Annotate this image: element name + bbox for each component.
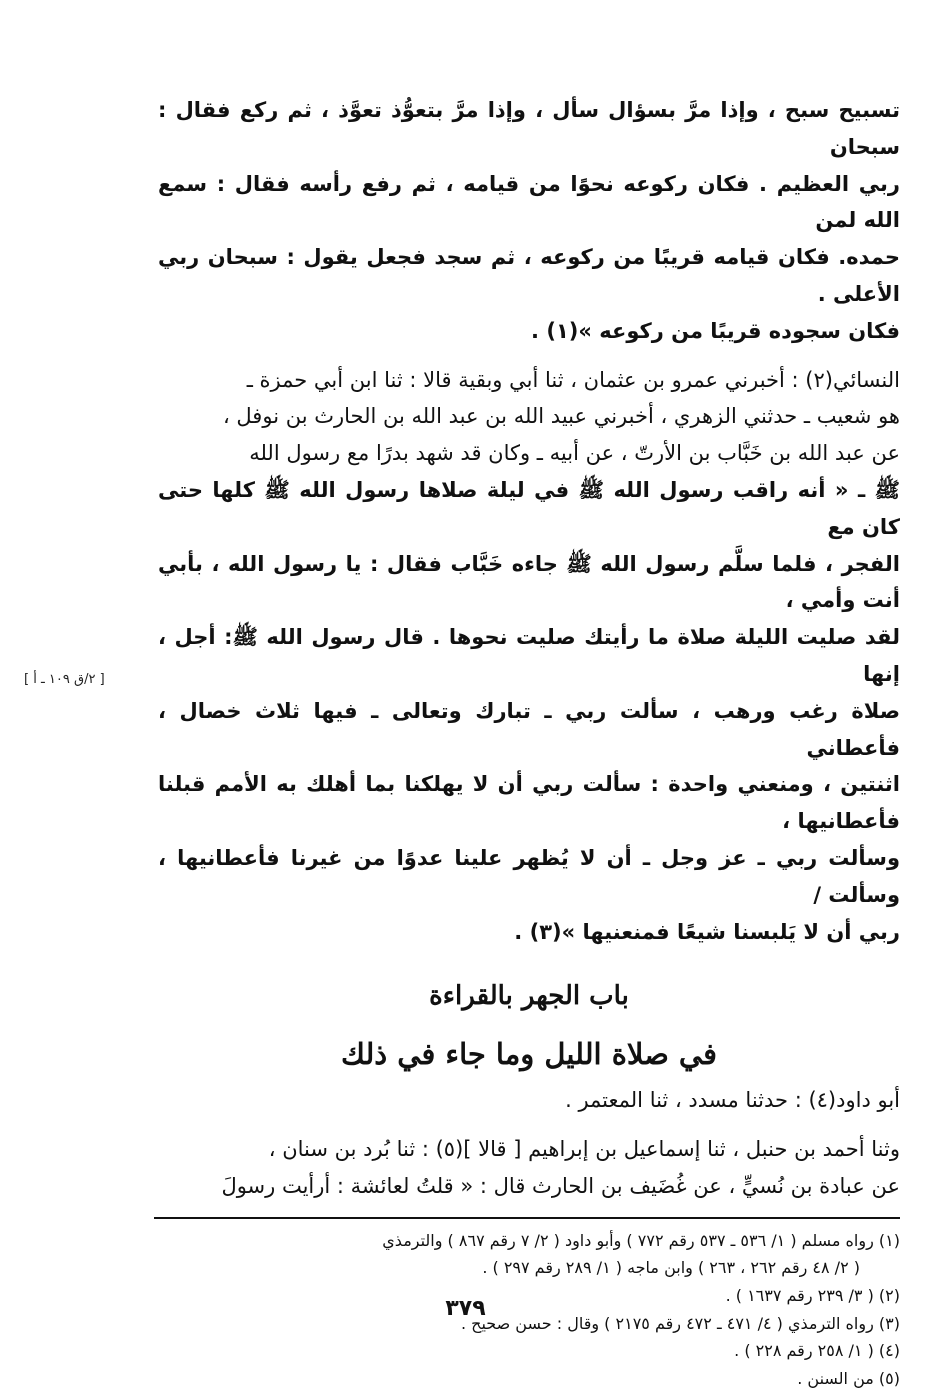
text-line: عن عبادة بن نُسيٍّ ، عن غُضَيف بن الحارث قال : « قلتُ لعائشة : أرأيت رسولَ [221,1173,900,1198]
text-line: اثنتين ، ومنعني واحدة : سألت ربي أن لا يهلكنا بما أهلك به الأمم قبلنا فأعطانيها ، [158,772,900,834]
text-line: هو شعيب ـ حدثني الزهري ، أخبرني عبيد الله بن عبد الله بن الحارث بن نوفل ، [222,404,900,429]
paragraph-2 [158,362,900,951]
manuscript-folio-note: [ ٢/ق ١٠٩ ـ أ ] [24,672,105,687]
footnote-line: (٤) ( ١/ ٢٥٨ رقم ٢٢٨ ) . [734,1341,900,1361]
text-line: حمده. فكان قيامه قريبًا من ركوعه ، ثم سجد فجعل يقول : سبحان ربي الأعلى . [158,245,900,306]
text-line: فكان سجوده قريبًا من ركوعه »(١) . [531,318,900,343]
text-line: ﷺ ـ « أنه راقب رسول الله ﷺ في ليلة صلاها رسول الله ﷺ كلها حتى كان مع [158,477,900,539]
paragraph-3 [158,1082,900,1119]
text-line: لقد صليت الليلة صلاة ما رأيتك صليت نحوها . قال رسول الله ﷺ: أجل ، إنها [158,625,900,686]
chapter-heading: باب الجهر بالقراءة [429,981,629,1012]
text-line: وسألت ربي ـ عز وجل ـ أن لا يُظهر علينا عدوًا من غيرنا فأعطانيها ، وسألت / [158,845,900,907]
footnote-line: (٣) رواه الترمذي ( ٤/ ٤٧١ ـ ٤٧٢ رقم ٢١٧٥ ) وقال : حسن صحيح . [460,1313,900,1333]
text-line: صلاة رغب ورهب ، سألت ربي ـ تبارك وتعالى ـ فيها ثلاث خصال ، فأعطاني [158,698,900,760]
page-number: ٣٧٩ [445,1296,486,1321]
text-line: تسبيح سبح ، وإذا مرَّ بسؤال سأل ، وإذا مرَّ بتعوُّذ تعوَّذ ، ثم ركع فقال : سبحان [158,98,900,159]
footnote-line: (١) رواه مسلم ( ١/ ٥٣٦ ـ ٥٣٧ رقم ٧٧٢ ) وأبو داود ( ٢/ ٧ رقم ٨٦٧ ) والترمذي [382,1230,900,1250]
footnote-line: (٢) ( ٣/ ٢٣٩ رقم ١٦٣٧ ) . [725,1285,900,1305]
page-body [158,92,900,1392]
paragraph-4 [158,1131,900,1205]
footnote-line: ( ٢/ ٤٨ رقم ٢٦٢ ، ٢٦٣ ) وابن ماجه ( ١/ ٢٨٩ رقم ٢٩٧ ) . [482,1258,860,1278]
footnote-line: (٥) من السنن . [797,1368,900,1388]
text-line: النسائي(٢) : أخبرني عمرو بن عثمان ، ثنا أبي وبقية قالا : ثنا ابن أبي حمزة ـ [246,367,900,392]
text-line: الفجر ، فلما سلَّم رسول الله ﷺ جاءه خَبَّاب فقال : يا رسول الله ، بأبي أنت وأمي ، [158,551,900,613]
chapter-subheading: في صلاة الليل وما جاء في ذلك [341,1037,717,1072]
text-line: ربي أن لا يَلبسنا شيعًا فمنعنيها »(٣) . [514,919,900,944]
text-line: أبو داود(٤) : حدثنا مسدد ، ثنا المعتمر . [565,1088,900,1113]
text-line: عن عبد الله بن خَبَّاب بن الأرتّ ، عن أبيه ـ وكان قد شهد بدرًا مع رسول الله [249,441,900,466]
text-line: وثنا أحمد بن حنبل ، ثنا إسماعيل بن إبراهيم [ قالا ](٥) : ثنا بُرد بن سنان ، [268,1137,900,1162]
footnote-divider [154,1217,900,1219]
paragraph-1 [158,92,900,350]
text-line: ربي العظيم . فكان ركوعه نحوًا من قيامه ، ثم رفع رأسه فقال : سمع الله لمن [158,171,900,233]
